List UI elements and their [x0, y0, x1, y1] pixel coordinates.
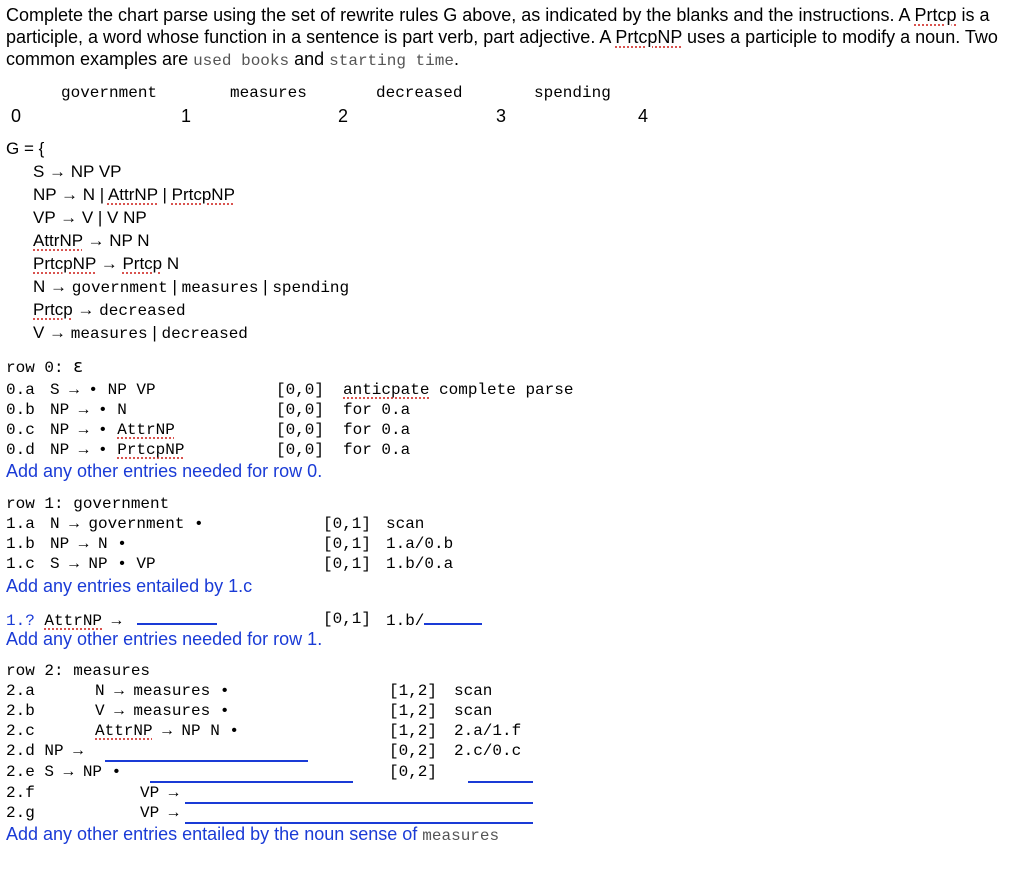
row2-entry-c-rule: AttrNP → NP N • — [95, 722, 240, 740]
row0-entry-a-note: anticpate complete parse — [343, 381, 574, 399]
row0-entry-a-span: [0,0] — [276, 381, 325, 399]
row0-entry-c-rule: NP → • AttrNP — [50, 421, 175, 439]
row1-entry-a-span: [0,1] — [323, 515, 372, 533]
row2-instruction: Add any other entries entailed by the noun sense of measures — [6, 824, 500, 845]
row2-entry-b-rule: V → measures • — [95, 702, 230, 720]
row1-entry-c-rule: S → NP • VP — [50, 555, 156, 573]
row1-entry-b-note: 1.a/0.b — [386, 535, 454, 553]
row2-entry-a-note: scan — [454, 682, 493, 700]
grammar-rule-n: N → government | measures | spending — [33, 277, 350, 297]
row2-entry-a-rule: N → measures • — [95, 682, 230, 700]
sentence-word-3: decreased — [376, 84, 463, 102]
blank-2f-rule[interactable] — [185, 788, 533, 804]
row1-entry-a-note: scan — [386, 515, 425, 533]
row1-entry-c-span: [0,1] — [323, 555, 372, 573]
intro-text-5: . — [453, 49, 459, 69]
row2-entry-c-span: [1,2] — [389, 722, 438, 740]
row2-entry-g-id: 2.g — [6, 804, 35, 822]
sentence-word-4: spending — [534, 84, 611, 102]
position-1: 1 — [181, 106, 192, 126]
intro-text-1: Complete the chart parse using the set of rewrite rules G above, as indicated by the blanks and the instructions. A — [6, 5, 915, 25]
row2-entry-a-span: [1,2] — [389, 682, 438, 700]
blank-1q-rule[interactable] — [137, 609, 217, 625]
sentence-word-2: measures — [230, 84, 307, 102]
instructions-paragraph — [6, 4, 1016, 72]
row0-instruction: Add any other entries needed for row 0. — [6, 461, 323, 481]
row0-entry-d-note: for 0.a — [343, 441, 411, 459]
row2-header: row 2: measures — [6, 662, 151, 680]
grammar-rule-s: S → NP VP — [33, 162, 122, 181]
row2-entry-e-span: [0,2] — [389, 763, 438, 781]
intro-text-2: is a participle, a word whose function in a sentence is part verb, part adjective. A — [6, 5, 990, 47]
example-starting-time: starting time — [329, 52, 454, 70]
row1-instruction-1: Add any entries entailed by 1.c — [6, 576, 253, 596]
row1-question-span: [0,1] — [323, 610, 372, 628]
row2-entry-d-span: [0,2] — [389, 742, 438, 760]
sentence-word-1: government — [61, 84, 158, 102]
row1-entry-a-id: 1.a — [6, 515, 35, 533]
row2-entry-f-rule: VP → — [140, 784, 179, 802]
row2-entry-f-id: 2.f — [6, 784, 35, 802]
intro-text-4: and — [289, 49, 330, 69]
blank-2d-rule[interactable] — [105, 746, 308, 762]
row0-entry-b-span: [0,0] — [276, 401, 325, 419]
example-used-books: used books — [193, 52, 290, 70]
grammar-rule-prtcp: Prtcp → decreased — [33, 300, 186, 320]
position-3: 3 — [496, 106, 507, 126]
row1-question-note: 1.b/ — [386, 609, 482, 631]
row2-entry-d: 2.d NP → — [6, 742, 83, 760]
row1-instruction-2: Add any other entries needed for row 1. — [6, 629, 323, 649]
grammar-open: G = { — [6, 139, 45, 158]
blank-2e-rule[interactable] — [150, 767, 353, 783]
grammar-rule-prtcpnp: PrtcpNP → Prtcp N — [33, 254, 180, 273]
row0-entry-c-id: 0.c — [6, 421, 35, 439]
grammar-rule-np: NP → N | AttrNP | PrtcpNP — [33, 185, 235, 204]
blank-2e-note[interactable] — [468, 767, 533, 783]
row2-entry-c-id: 2.c — [6, 722, 35, 740]
row2-entry-g-rule: VP → — [140, 804, 179, 822]
term-prtcpnp: PrtcpNP — [615, 27, 683, 47]
row0-entry-d-span: [0,0] — [276, 441, 325, 459]
row1-question-entry: 1.? AttrNP → — [6, 609, 217, 631]
grammar-rule-vp: VP → V | V NP — [33, 208, 147, 227]
row2-entry-b-id: 2.b — [6, 702, 35, 720]
row0-entry-c-span: [0,0] — [276, 421, 325, 439]
position-0: 0 — [11, 106, 22, 126]
row1-entry-b-span: [0,1] — [323, 535, 372, 553]
row0-entry-d-rule: NP → • PrtcpNP — [50, 441, 185, 459]
row0-header: row 0: ε — [6, 356, 83, 377]
row0-entry-b-rule: NP → • N — [50, 401, 127, 419]
position-2: 2 — [338, 106, 349, 126]
position-4: 4 — [638, 106, 649, 126]
grammar-rule-v: V → measures | decreased — [33, 323, 248, 343]
row2-entry-a-id: 2.a — [6, 682, 35, 700]
term-prtcp: Prtcp — [914, 5, 957, 25]
row0-entry-a-rule: S → • NP VP — [50, 381, 156, 399]
row0-entry-c-note: for 0.a — [343, 421, 411, 439]
row0-entry-b-id: 0.b — [6, 401, 35, 419]
row1-entry-b-rule: NP → N • — [50, 535, 127, 553]
row2-entry-b-note: scan — [454, 702, 493, 720]
row2-entry-e: 2.e S → NP • — [6, 763, 122, 781]
row0-entry-b-note: for 0.a — [343, 401, 411, 419]
row1-header: row 1: government — [6, 495, 170, 513]
row2-entry-d-note: 2.c/0.c — [454, 742, 522, 760]
blank-1q-note[interactable] — [424, 609, 482, 625]
row2-entry-c-note: 2.a/1.f — [454, 722, 522, 740]
row0-entry-d-id: 0.d — [6, 441, 35, 459]
row2-entry-b-span: [1,2] — [389, 702, 438, 720]
row1-entry-c-id: 1.c — [6, 555, 35, 573]
row1-entry-b-id: 1.b — [6, 535, 35, 553]
row1-entry-a-rule: N → government • — [50, 515, 204, 533]
intro-text-3: uses a participle to modify a noun. Two common examples are — [6, 27, 998, 69]
row0-entry-a-id: 0.a — [6, 381, 35, 399]
blank-2g-rule[interactable] — [185, 808, 533, 824]
grammar-rule-attrnp: AttrNP → NP N — [33, 231, 150, 250]
row1-entry-c-note: 1.b/0.a — [386, 555, 454, 573]
